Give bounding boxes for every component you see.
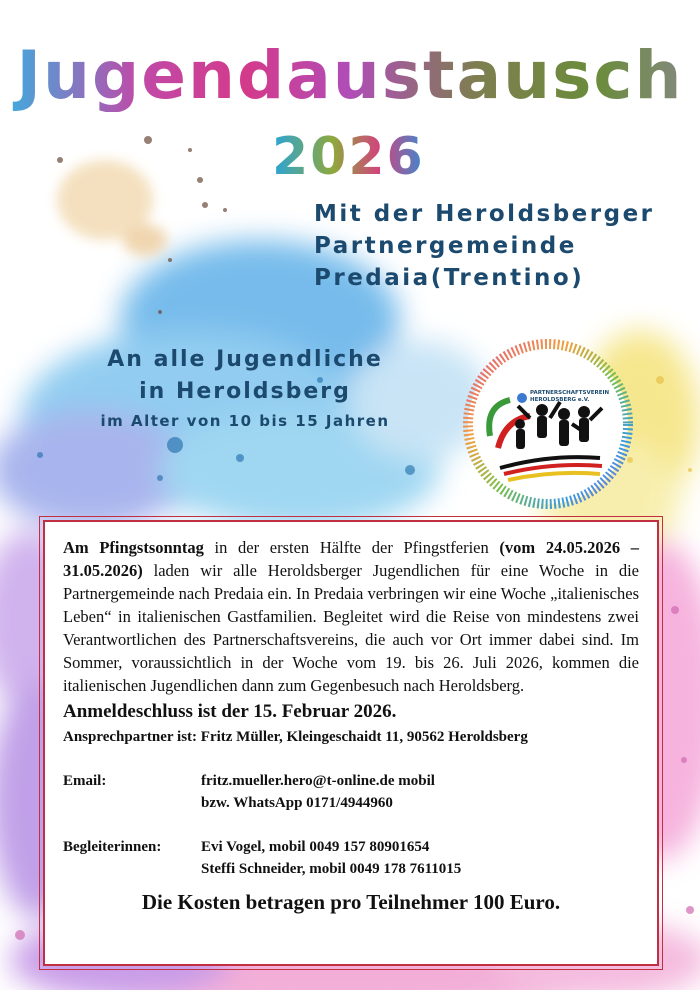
main-paragraph xyxy=(63,536,639,697)
audience-heading xyxy=(80,344,410,434)
highlight-pfingstsonntag: Am Pfingstsonntag xyxy=(63,538,204,557)
companions-label: Begleiterinnen: xyxy=(63,839,162,855)
subtitle xyxy=(314,198,655,294)
paragraph-text-b: laden wir alle Heroldsberger Jugendlichen für eine Woche in die Partnergemeinde nach Predaia ein. In Predaia verbringen wir eine Woche „italienisches Leben“ in italienischen Gastfamilien. Begleitet wird die Reise von mindestens zwei Verantwortlichen des Partnerschaftsvereins, die auch vor Ort immer dabei sind. Im Sommer, voraussichtlich in der Woche vom 19. bis 26. Juli 2026, kommen die italienischen Jugendlichen dann zum Gegenbesuch nach Heroldsberg. xyxy=(63,561,639,695)
logo-text-2: HEROLDSBERG e.V. xyxy=(530,397,590,403)
info-box xyxy=(43,520,659,966)
title-year: 2026 xyxy=(272,127,425,187)
audience-line-2: in Heroldsberg xyxy=(139,379,351,404)
audience-line-1: An alle Jugendliche xyxy=(107,347,383,372)
subtitle-line-3: Predaia(Trentino) xyxy=(314,265,585,291)
title-jugendaustausch: Jugendaustausch xyxy=(0,40,700,112)
highlight-dates: (vom 24.05.2026 – 31.05.2026) xyxy=(63,538,639,580)
companions-value xyxy=(201,836,461,880)
partnerschaftsverein-logo xyxy=(460,336,636,512)
email-address[interactable]: fritz.mueller.hero@t-online.de mobil xyxy=(201,773,435,789)
subtitle-line-2: Partnergemeinde xyxy=(314,233,577,259)
logo-text-1: PARTNERSCHAFTSVEREIN xyxy=(530,390,610,396)
subtitle-line-1: Mit der Heroldsberger xyxy=(314,201,655,227)
contact-person: Ansprechpartner ist: Fritz Müller, Kleingeschaidt 11, 90562 Heroldsberg xyxy=(63,729,528,745)
whatsapp-number: bzw. WhatsApp 0171/4944960 xyxy=(201,795,393,811)
audience-line-3: im Alter von 10 bis 15 Jahren xyxy=(100,412,390,430)
info-content xyxy=(63,536,639,916)
cost-notice: Die Kosten betragen pro Teilnehmer 100 Euro. xyxy=(141,890,561,914)
email-label: Email: xyxy=(63,773,107,789)
companions-row xyxy=(63,836,639,880)
email-row xyxy=(63,770,639,814)
paragraph-text-a: in der ersten Hälfte der Pfingstferien xyxy=(203,538,500,557)
registration-deadline: Anmeldeschluss ist der 15. Februar 2026. xyxy=(63,701,397,722)
companion-2: Steffi Schneider, mobil 0049 178 7611015 xyxy=(201,861,462,877)
companion-1: Evi Vogel, mobil 0049 157 80901654 xyxy=(201,839,430,855)
email-value xyxy=(201,770,435,814)
